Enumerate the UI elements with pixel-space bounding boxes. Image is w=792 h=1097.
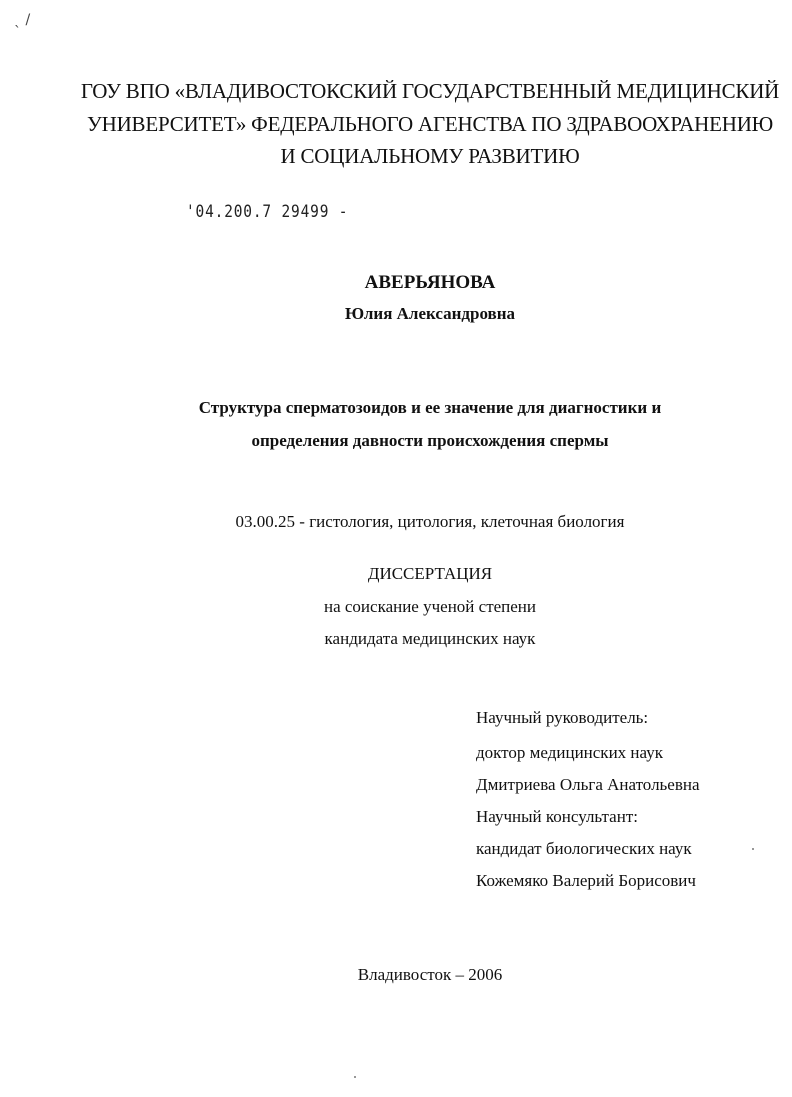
specialty: 03.00.25 - гистология, цитология, клеточная биология (235, 512, 625, 531)
author-first-names: Юлия Александровна (344, 304, 516, 323)
scan-corner-mark: ˎ / (14, 12, 31, 28)
registration-stamp: '04.200.7 29499 - (186, 202, 349, 222)
degree-line-1: на соискание ученой степени (323, 597, 537, 616)
dissertation-heading: ДИССЕРТАЦИЯ (367, 564, 493, 583)
city-year: Владивосток – 2006 (357, 965, 503, 984)
supervisor-label: Научный руководитель: (476, 708, 649, 727)
scan-speck (752, 848, 754, 850)
consultant-name: Кожемяко Валерий Борисович (476, 871, 696, 890)
title-line-2: определения давности происхождения спермы (251, 431, 609, 450)
consultant-label: Научный консультант: (476, 807, 638, 826)
supervisor-degree: доктор медицинских наук (476, 743, 663, 762)
consultant-degree: кандидат биологических наук (476, 839, 692, 858)
institution-line-3: И СОЦИАЛЬНОМУ РАЗВИТИЮ (280, 144, 580, 168)
institution-line-1: ГОУ ВПО «ВЛАДИВОСТОКСКИЙ ГОСУДАРСТВЕННЫЙ МЕДИЦИНСКИЙ (80, 79, 780, 103)
scan-speck (354, 1076, 356, 1078)
title-line-1: Структура сперматозоидов и ее значение для диагностики и (198, 398, 662, 417)
degree-line-2: кандидата медицинских наук (324, 629, 536, 648)
supervisor-name: Дмитриева Ольга Анатольевна (476, 775, 700, 794)
author-last-name: АВЕРЬЯНОВА (364, 272, 496, 293)
institution-line-2: УНИВЕРСИТЕТ» ФЕДЕРАЛЬНОГО АГЕНСТВА ПО ЗДРАВООХРАНЕНИЮ (86, 112, 774, 136)
